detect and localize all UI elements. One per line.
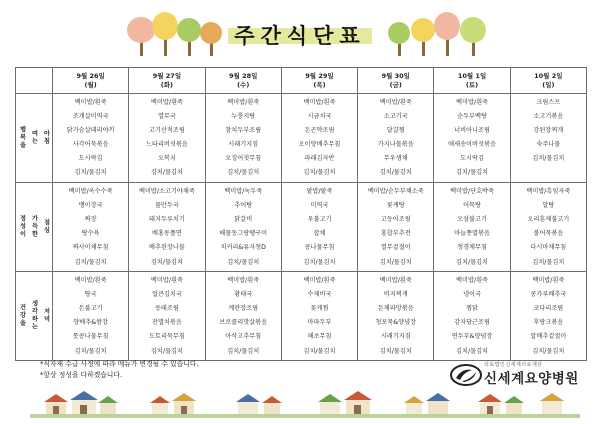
date-header: 10월 2일 (일) bbox=[510, 68, 586, 94]
date-header: 10월 1일 (토) bbox=[434, 68, 510, 94]
date-header: 9월 28일 (수) bbox=[205, 68, 281, 94]
menu-cell: 백미밥/단호박죽 어묵탕 오삼불고기 마늘쫑멸볶음 청경채무침 김치/물김치 bbox=[434, 182, 510, 271]
menu-cell: 백미밥/흰죽 콩가루배추국 코다리조림 후랑크볶음 알배추겉절이 김치/물김치 bbox=[510, 271, 586, 360]
breakfast-row bbox=[16, 94, 587, 183]
lunch-row bbox=[16, 182, 587, 271]
menu-cell: 백미밥/옥수수죽 맹이장국 짜장 탕수육 짜사이채무침 김치/물김치 bbox=[53, 182, 129, 271]
menu-cell: 백미밥/흰죽 시금치국 돈곤약조림 오이양배추무침 파래김자반 김치/물김치 bbox=[281, 94, 357, 183]
page-title: 주간식단표 bbox=[234, 24, 366, 48]
trees-illustration-right bbox=[384, 6, 504, 62]
menu-cell: 크림스프 소고기볶음 강된장찌개 숙주나물 김치/물김치 bbox=[510, 94, 586, 183]
menu-cell: 백미밥/흰죽 황태국 계란장조림 브로콜리맛살볶음 아삭고추무침 김치/물김치 bbox=[205, 271, 281, 360]
menu-cell: 팥밥/팥죽 미역국 우불고기 잡채 콩나물무침 김치/물김치 bbox=[281, 182, 357, 271]
menu-cell: 백미밥/순두부채소죽 꽃게탕 고등어조림 홍합부추전 열무겉절이 김치/물김치 bbox=[358, 182, 434, 271]
menu-cell: 백미밥/흰죽 수제비국 꽃게찜 마파두부 해초무침 김치/물김치 bbox=[281, 271, 357, 360]
date-header: 9월 30일 (금) bbox=[358, 68, 434, 94]
menu-cell: 백미밥/흰죽 냉이국 찜닭 감자당근조림 연두부&양념장 김치/물김치 bbox=[434, 271, 510, 360]
breakfast-label: 행복을 여는 아침 bbox=[16, 94, 53, 183]
note-line: *식자재 수급 사정에 따라 메뉴가 변경될 수 있습니다. bbox=[40, 360, 199, 368]
logo-name: 신세계요양병원 bbox=[484, 371, 579, 387]
note-line: *항상 정성을 다하겠습니다. bbox=[40, 371, 123, 379]
corner-cell bbox=[16, 68, 53, 94]
menu-cell: 백미밥/흰죽 얼큰김치국 동태조림 잔멸치볶음 도토리묵무침 김치/물김치 bbox=[129, 271, 205, 360]
logo-subtitle: 의료법인신세계의료재단 bbox=[484, 362, 543, 368]
menu-cell: 백미밥/흰죽 비지찌개 돈채파망볶음 청포묵&양념장 시래기지짐 김치/물김치 bbox=[358, 271, 434, 360]
menu-cell: 백미밥/흰죽 열무국 고기산적조림 느타리버섯볶음 오복지 김치/물김치 bbox=[129, 94, 205, 183]
lunch-label: 정성이 가득한 점심 bbox=[16, 182, 53, 271]
houses-illustration bbox=[0, 388, 600, 424]
notes bbox=[40, 359, 199, 381]
date-header-row bbox=[16, 68, 587, 94]
logo-mark-icon bbox=[450, 364, 482, 386]
menu-cell: 백미밥/흰죽 조개살미역국 닭가슴살데리야끼 사각어묵볶음 도시락김 김치/물김치 bbox=[53, 94, 129, 183]
date-header: 9월 26일 (월) bbox=[53, 68, 129, 94]
menu-cell: 백미밥/흰죽 누룽지탕 참치두부조림 시래기지짐 오징어젓무침 김치/물김치 bbox=[205, 94, 281, 183]
menu-cell: 백미밥/흑임자죽 알탕 오리훈제불고기 볼어묵볶음 다시마채무침 김치/물김치 bbox=[510, 182, 586, 271]
menu-cell: 백미밥/녹두죽 추어탕 닭갈비 해물동그랑땡구이 치커리&유자청D 김치/물김치 bbox=[205, 182, 281, 271]
date-header: 9월 29일 (목) bbox=[281, 68, 357, 94]
hospital-logo bbox=[440, 361, 600, 387]
header bbox=[0, 0, 600, 64]
dinner-label: 건강을 생각하는 저녁 bbox=[16, 271, 53, 360]
date-header: 9월 27일 (화) bbox=[129, 68, 205, 94]
dinner-row bbox=[16, 271, 587, 360]
menu-cell: 백미밥/흰죽 탕국 돈불고기 양배추&쌈장 톳콩나물무침 김치/물김치 bbox=[53, 271, 129, 360]
weekly-menu-table bbox=[15, 67, 587, 361]
menu-cell: 백미밥/흰죽 소고기국 달걀찜 가지나물볶음 무우생채 김치/물김치 bbox=[358, 94, 434, 183]
menu-cell: 백미밥/흰죽 순두부백탕 너비아니조림 애새송이버섯볶음 도시락김 김치/물김치 bbox=[434, 94, 510, 183]
menu-cell: 백미밥/소고기야채죽 물만두국 돼지두루치기 배홍동쫄면 배추된장나물 김치/물김치 bbox=[129, 182, 205, 271]
